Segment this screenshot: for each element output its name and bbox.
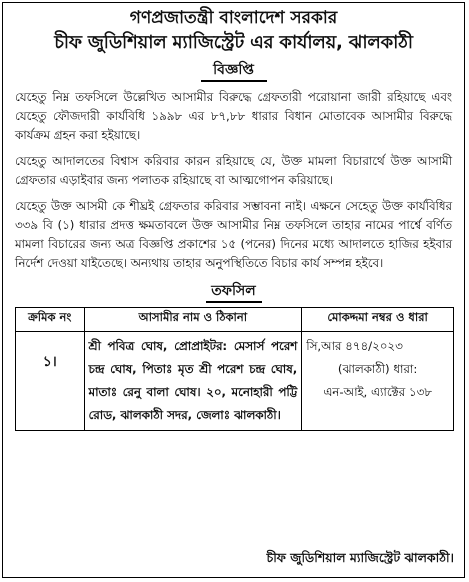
case-district: (ঝালকাঠী) ধারা: [337,362,418,376]
column-header-serial: ক্রমিক নং [16,308,85,332]
document-header [3,3,464,57]
notice-paragraph-1: যেহেতু নিম্ন তফসিলে উল্লেখিত আসামীর বিরুদ্ধে গ্রেফতারী পরোয়ানা জারী রহিয়াছে এবং যেহেতু ফৌজদারী কার্যবিধি ১৯৯৮ এর ৮৭,৮৮ ধারার বিধান মোতাবেক আসামীর বিরুদ্ধে কার্যক্রম গ্রহন করা হইয়াছে। [15,90,452,142]
case-number: সি,আর ৪৭৪/২০২৩ [306,339,403,353]
notice-title: বিজ্ঞপ্তি [201,61,267,82]
case-cell [302,332,454,431]
office-name: চীফ জুডিশিয়াল ম্যাজিস্ট্রেট এর কার্যালয়, ঝালকাঠী [54,32,413,53]
serial-cell: ১। [16,332,85,431]
table-header-row [16,308,454,332]
notice-paragraph-2: যেহেতু আদালতের বিশ্বাস করিবার কারন রহিয়াছে যে, উক্ত মামলা বিচারার্থে উক্ত আসামী গ্রেফতার এড়াইবার জন্য পলাতক রহিয়াছে বা আত্মগোপন করিয়াছে। [15,154,452,187]
schedule-title: তফসিল [206,282,262,303]
government-name: গণপ্রজাতন্ত্রী বাংলাদেশ সরকার [129,8,338,28]
notice-paragraph-3: যেহেতু উক্ত আসমী কে শীঘ্রই গ্রেফতার করিবার সম্ভাবনা নাই। এক্ষনে সেহেতু উক্ত কার্যবিধির ৩৩৯ বি (১) ধারার প্রদত্ত ক্ষমতাবলে উক্ত আসামীর নিম্ন তফসিলে তাহার নামের পার্শ্বে বর্ণিত মামলা বিচারের জন্য অত্র বিজ্ঞপ্তি প্রকাশের ১৫ (পনের) দিনের মধ্যে আদালতে হাজির হইবার নির্দেশ দেওয়া যাইতেছে। অন্যথায় তাহার অনুপস্থিতিতে বিচার কার্য সম্পন্ন হইবে। [15,199,452,270]
table-row [16,332,454,431]
signature-line: চীফ জুডিশিয়াল ম্যাজিস্ট্রেট ঝালকাঠী। [266,550,454,565]
column-header-accused: আসামীর নাম ও ঠিকানা [84,308,302,332]
notice-document [2,2,465,578]
column-header-case: মোকদ্দমা নম্বর ও ধারা [302,308,454,332]
case-section: এন-আই, এ্যাক্টের ১৩৮ [323,385,432,399]
schedule-table [15,307,454,431]
accused-cell: শ্রী পবিত্র ঘোষ, প্রোপ্রাইটর: মেসার্স পরেশ চন্দ্র ঘোষ, পিতাঃ মৃত শ্রী পরেশ চন্দ্র ঘোষ, মাতাঃ রেনু বালা ঘোষ। ২০, মনোহারী পট্টি রোড, ঝালকাঠী সদর, জেলাঃ ঝালকাঠী। [84,332,302,431]
